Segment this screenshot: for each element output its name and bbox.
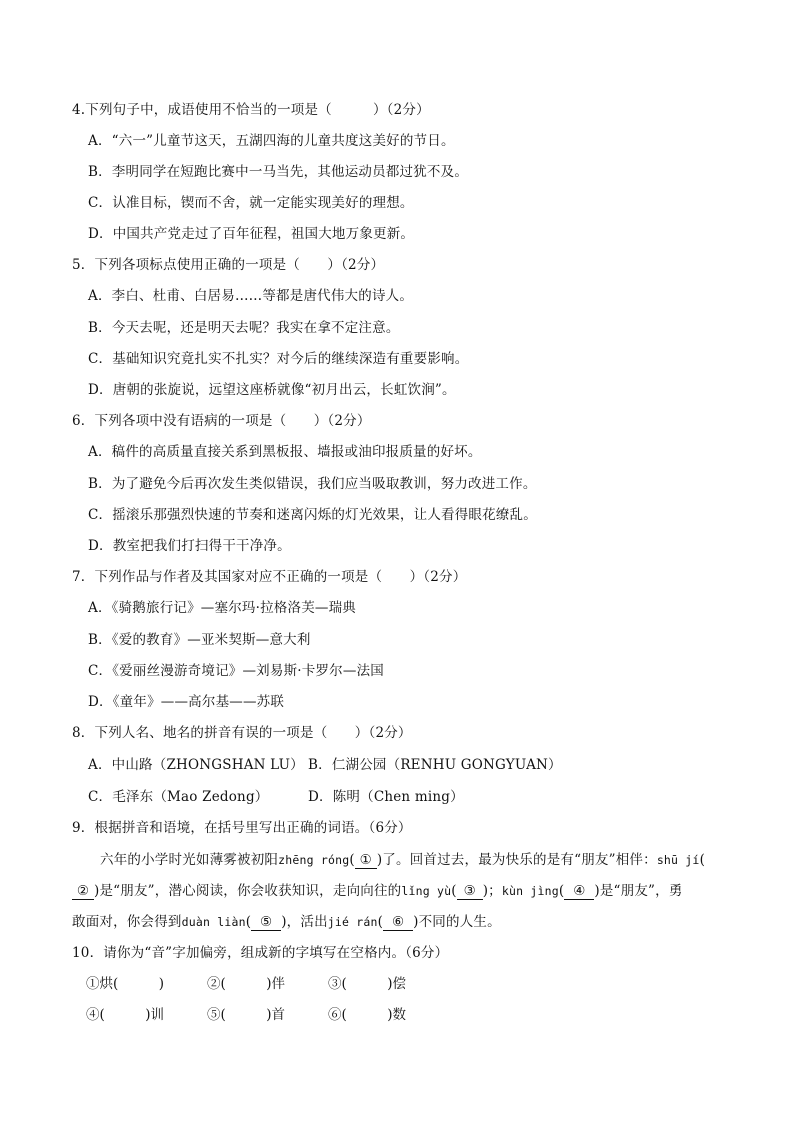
pinyin-kunjing: kùn jìng [501,884,559,898]
question-9-passage-line-3 [72,912,501,932]
question-5-option-c: C．基础知识究竟扎实不扎实？对今后的继续深造有重要影响。 [88,351,469,367]
passage-text: )； [482,883,502,899]
question-4-option-b: B．李明同学在短跑比赛中一马当先，其他运动员都过犹不及。 [88,164,469,180]
pinyin-duanlian: duàn liàn [181,915,246,929]
passage-text: 六年的小学时光如薄雾被初阳 [100,852,279,868]
question-6-option-c: C．摇滚乐那强烈快速的节奏和迷离闪烁的灯光效果，让人看得眼花缭乱。 [88,507,537,523]
question-8-option-c: C．毛泽东（Mao Zedong） [88,789,269,805]
paren-open: ( [377,914,384,930]
paren-open: ( [349,852,355,868]
passage-text: )不同的人生。 [413,914,501,930]
passage-text: 敢面对，你会得到 [72,914,182,930]
question-4-option-c: C．认准目标，锲而不舍，就一定能实现美好的理想。 [88,195,414,211]
passage-text: )是“朋友”，勇 [594,883,683,899]
question-8-option-a: A．中山路（ZHONGSHAN LU） [88,757,304,773]
question-6-option-d: D．教室把我们打扫得干干净净。 [88,538,291,554]
blank-4[interactable]: ④ [564,883,594,900]
question-7-option-b: B．《爱的教育》—亚米契斯—意大利 [88,632,311,648]
question-5-option-d: D．唐朝的张旋说，远望这座桥就像“初月出云，长虹饮涧”。 [88,382,456,398]
question-10-cell-1[interactable]: ①烘( ) [86,976,165,992]
question-8-option-d: D．陈明（Chen ming） [308,789,464,805]
pinyin-zhengrong: zhēng róng [278,853,350,867]
question-9-stem: 9．根据拼音和语境，在括号里写出正确的词语。（6分） [72,820,412,836]
blank-2[interactable]: ② [72,883,94,900]
blank-1[interactable]: ① [355,852,377,869]
question-4-stem: 4.下列句子中，成语使用不恰当的一项是（ ）（2分） [72,102,430,118]
question-10-cell-2[interactable]: ②( )伴 [207,976,286,992]
question-8-stem: 8．下列人名、地名的拼音有误的一项是（ ）（2分） [72,725,412,741]
pinyin-jieran: jié rán [327,915,378,929]
paren-open: ( [558,883,565,899]
question-4-option-a: A．“六一”儿童节这天，五湖四海的儿童共度这美好的节日。 [88,133,455,149]
question-10-cell-5[interactable]: ⑤( )首 [207,1007,286,1023]
paren-open: ( [245,914,252,930]
pinyin-shuji: shū jí [656,853,700,867]
question-10-stem: 10．请你为“音”字加偏旁，组成新的字填写在空格内。（6分） [72,945,449,961]
paren-open: ( [699,852,706,868]
passage-text: )，活出 [281,914,328,930]
question-10-cell-4[interactable]: ④( )训 [86,1007,165,1023]
passage-text: )了。回首过去，最为快乐的是有“朋友”相伴： [376,852,657,868]
question-9-passage-line-1 [100,850,705,870]
blank-5[interactable]: ⑤ [251,914,281,931]
passage-text: )是“朋友”，潜心阅读，你会收获知识，走向向往的 [94,883,402,899]
question-6-stem: 6．下列各项中没有语病的一项是（ ）（2分） [72,413,371,429]
blank-6[interactable]: ⑥ [383,914,413,931]
question-6-option-b: B．为了避免今后再次发生类似错误，我们应当吸取教训，努力改进工作。 [88,476,537,492]
question-10-cell-3[interactable]: ③( )偿 [328,976,407,992]
question-7-option-a: A．《骑鹅旅行记》—塞尔玛·拉格洛芙—瑞典 [88,600,356,616]
question-7-option-d: D．《童年》——高尔基——苏联 [88,694,285,710]
blank-3[interactable]: ③ [457,883,483,900]
question-5-option-b: B．今天去呢，还是明天去呢？我实在拿不定注意。 [88,320,400,336]
pinyin-lingyu: lǐng yù [401,884,452,898]
paren-open: ( [451,883,457,899]
question-7-stem: 7．下列作品与作者及其国家对应不正确的一项是（ ）（2分） [72,569,467,585]
question-9-passage-line-2 [72,881,683,901]
question-10-cell-6[interactable]: ⑥( )数 [328,1007,407,1023]
question-5-option-a: A．李白、杜甫、白居易……等都是唐代伟大的诗人。 [88,288,414,304]
question-4-option-d: D．中国共产党走过了百年征程，祖国大地万象更新。 [88,226,415,242]
question-8-option-b: B．仁湖公园（RENHU GONGYUAN） [308,757,562,773]
question-7-option-c: C．《爱丽丝漫游奇境记》—刘易斯·卡罗尔—法国 [88,663,384,679]
question-6-option-a: A．稿件的高质量直接关系到黑板报、墙报或油印报质量的好坏。 [88,444,482,460]
question-5-stem: 5．下列各项标点使用正确的一项是（ ）（2分） [72,257,385,273]
